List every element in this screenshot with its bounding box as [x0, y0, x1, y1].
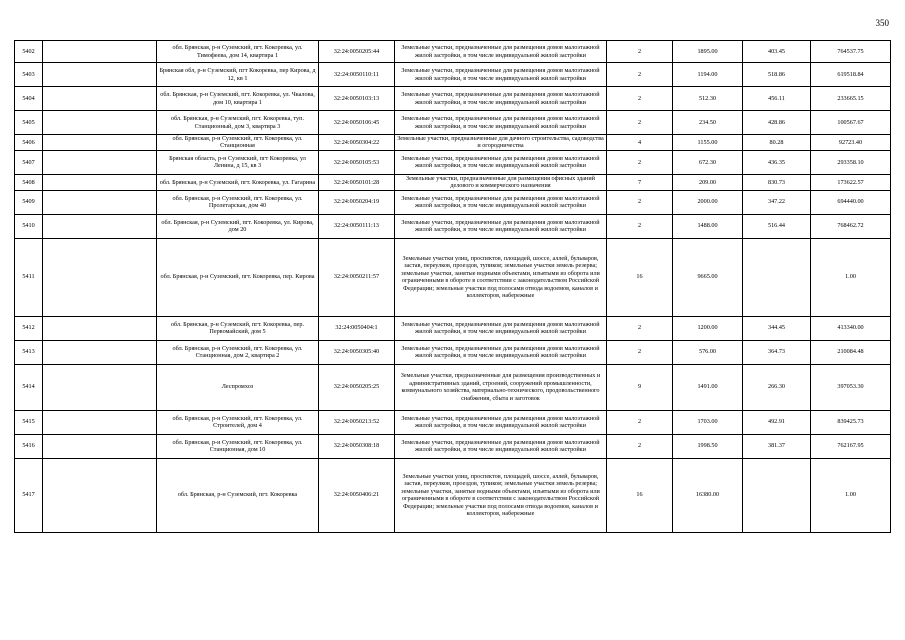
- address-cell: обл. Брянская, р-н Суземский, пгт. Кокоревка, пер. Первомайский, дом 5: [157, 316, 319, 340]
- cadastral-number-cell: 32:24:0050205:25: [319, 364, 395, 410]
- land-use-cell: Земельные участки, предназначенные для размещения домов малоэтажной жилой застройки, в том числе индивидуальной жилой застройки: [395, 41, 607, 63]
- table-row: [15, 174, 891, 190]
- row-number-cell: 5412: [15, 316, 43, 340]
- land-use-cell: Земельные участки, предназначенные для размещения домов малоэтажной жилой застройки, в том числе индивидуальной жилой застройки: [395, 111, 607, 135]
- cadastral-value-cell: 397053.30: [811, 364, 891, 410]
- specific-value-cell: 492.91: [743, 410, 811, 434]
- row-number-cell: 5409: [15, 190, 43, 214]
- table-row: [15, 214, 891, 238]
- table-row: [15, 410, 891, 434]
- cadastral-number-cell: 32:24:0050103:13: [319, 87, 395, 111]
- address-cell: обл. Брянская, р-н Суземский, пгт. Кокоревка, ул. Тимофеева, дом 14, квартира 1: [157, 41, 319, 63]
- area-cell: 1895.00: [673, 41, 743, 63]
- cadastral-value-cell: 839425.73: [811, 410, 891, 434]
- empty-cell: [43, 214, 157, 238]
- cadastral-value-cell: 764537.75: [811, 41, 891, 63]
- cadastral-number-cell: 32:24:0050308:18: [319, 434, 395, 458]
- land-use-cell: Земельные участки улиц, проспектов, площадей, шоссе, аллей, бульваров, застав, переулков, проездов, тупиков; земельные участки земель резерва; земельные участки, занятые водными объектами, изъятыми из оборота или ограниченными в обороте в соответствии с законодательством Российской Федерации; земельные участки под полосами отвода водоемов, каналов и коллекторов, набережные: [395, 458, 607, 532]
- area-cell: 1491.00: [673, 364, 743, 410]
- row-number-cell: 5416: [15, 434, 43, 458]
- row-number-cell: 5413: [15, 340, 43, 364]
- row-number-cell: 5406: [15, 135, 43, 151]
- land-use-cell: Земельные участки, предназначенные для размещения домов малоэтажной жилой застройки, в том числе индивидуальной жилой застройки: [395, 190, 607, 214]
- use-category-cell: 2: [607, 41, 673, 63]
- land-use-cell: Земельные участки улиц, проспектов, площадей, шоссе, аллей, бульваров, застав, переулков, проездов, тупиков; земельные участки земель резерва; земельные участки, занятые водными объектами, изъятыми из оборота или ограниченными в обороте в соответствии с законодательством Российской Федерации; земельные участки под полосами отвода водоемов, каналов и коллекторов, набережные: [395, 238, 607, 316]
- specific-value-cell: 347.22: [743, 190, 811, 214]
- cadastral-number-cell: 32:24:0050111:13: [319, 214, 395, 238]
- empty-cell: [43, 410, 157, 434]
- cadastral-value-cell: 92723.40: [811, 135, 891, 151]
- table-row: [15, 63, 891, 87]
- area-cell: 512.30: [673, 87, 743, 111]
- empty-cell: [43, 458, 157, 532]
- empty-cell: [43, 238, 157, 316]
- row-number-cell: 5414: [15, 364, 43, 410]
- area-cell: 1200.00: [673, 316, 743, 340]
- area-cell: 209.00: [673, 174, 743, 190]
- empty-cell: [43, 190, 157, 214]
- empty-cell: [43, 340, 157, 364]
- area-cell: 1703.00: [673, 410, 743, 434]
- land-use-cell: Земельные участки, предназначенные для размещения домов малоэтажной жилой застройки, в том числе индивидуальной жилой застройки: [395, 214, 607, 238]
- empty-cell: [43, 316, 157, 340]
- row-number-cell: 5403: [15, 63, 43, 87]
- specific-value-cell: 830.73: [743, 174, 811, 190]
- empty-cell: [43, 364, 157, 410]
- table-row: [15, 150, 891, 174]
- land-use-cell: Земельные участки, предназначенные для размещения домов малоэтажной жилой застройки, в том числе индивидуальной жилой застройки: [395, 434, 607, 458]
- empty-cell: [43, 111, 157, 135]
- land-use-cell: Земельные участки, предназначенные для размещения домов малоэтажной жилой застройки, в том числе индивидуальной жилой застройки: [395, 340, 607, 364]
- cadastral-value-cell: 233665.15: [811, 87, 891, 111]
- use-category-cell: 2: [607, 150, 673, 174]
- specific-value-cell: 516.44: [743, 214, 811, 238]
- use-category-cell: 2: [607, 434, 673, 458]
- table-body: [15, 41, 891, 533]
- cadastral-value-cell: 768462.72: [811, 214, 891, 238]
- row-number-cell: 5404: [15, 87, 43, 111]
- use-category-cell: 2: [607, 63, 673, 87]
- row-number-cell: 5408: [15, 174, 43, 190]
- cadastral-number-cell: 32:24:0050204:19: [319, 190, 395, 214]
- row-number-cell: 5417: [15, 458, 43, 532]
- cadastral-number-cell: 32:24:0050101:28: [319, 174, 395, 190]
- table-row: [15, 41, 891, 63]
- cadastral-value-cell: 619518.84: [811, 63, 891, 87]
- specific-value-cell: 456.11: [743, 87, 811, 111]
- area-cell: 672.30: [673, 150, 743, 174]
- specific-value-cell: 403.45: [743, 41, 811, 63]
- cadastral-value-cell: 293358.10: [811, 150, 891, 174]
- land-use-cell: Земельные участки, предназначенные для размещения домов малоэтажной жилой застройки, в том числе индивидуальной жилой застройки: [395, 316, 607, 340]
- land-use-cell: Земельные участки, предназначенные для дачного строительства, садоводства и огородничества: [395, 135, 607, 151]
- use-category-cell: 2: [607, 111, 673, 135]
- specific-value-cell: 364.73: [743, 340, 811, 364]
- cadastral-value-cell: 694440.00: [811, 190, 891, 214]
- cadastral-value-cell: 413340.00: [811, 316, 891, 340]
- cadastral-number-cell: 32:24:0050305:40: [319, 340, 395, 364]
- cadastral-number-cell: 32:24:0050304:22: [319, 135, 395, 151]
- table-row: [15, 316, 891, 340]
- area-cell: 1155.00: [673, 135, 743, 151]
- specific-value-cell: 381.37: [743, 434, 811, 458]
- address-cell: обл. Брянская, р-н Суземский, пгт. Кокоревка, ул. Строителей, дом 4: [157, 410, 319, 434]
- use-category-cell: 2: [607, 410, 673, 434]
- land-use-cell: Земельные участки, предназначенные для размещения домов малоэтажной жилой застройки, в том числе индивидуальной жилой застройки: [395, 63, 607, 87]
- empty-cell: [43, 41, 157, 63]
- cadastral-number-cell: 32:24:0050406:21: [319, 458, 395, 532]
- address-cell: обл. Брянская, р-н Суземский, пгт. Кокоревка, ул. Гагарина: [157, 174, 319, 190]
- row-number-cell: 5402: [15, 41, 43, 63]
- table-row: [15, 434, 891, 458]
- address-cell: Брянская обл, р-н Суземский, пгт Кокоревка, пер Кирова, д 12, кв 1: [157, 63, 319, 87]
- cadastral-number-cell: 32:24:0050106:45: [319, 111, 395, 135]
- use-category-cell: 4: [607, 135, 673, 151]
- cadastral-number-cell: 32:24:0050105:53: [319, 150, 395, 174]
- use-category-cell: 2: [607, 214, 673, 238]
- table-row: [15, 87, 891, 111]
- cadastral-value-cell: 210084.48: [811, 340, 891, 364]
- address-cell: обл. Брянская, р-н Суземский, пгт. Кокоревка, ул. Станционная, дом 10: [157, 434, 319, 458]
- land-use-cell: Земельные участки, предназначенные для размещения домов малоэтажной жилой застройки, в том числе индивидуальной жилой застройки: [395, 410, 607, 434]
- table-row: [15, 340, 891, 364]
- empty-cell: [43, 174, 157, 190]
- area-cell: 576.00: [673, 340, 743, 364]
- use-category-cell: 2: [607, 190, 673, 214]
- specific-value-cell: [743, 238, 811, 316]
- area-cell: 9665.00: [673, 238, 743, 316]
- cadastral-number-cell: 32:24:0050205:44: [319, 41, 395, 63]
- address-cell: Брянская область, р-н Суземский, пгт Кокоревка, ул Ленина, д 15, кв 3: [157, 150, 319, 174]
- use-category-cell: 2: [607, 87, 673, 111]
- specific-value-cell: 518.86: [743, 63, 811, 87]
- cadastral-number-cell: 32:24:0050110:11: [319, 63, 395, 87]
- use-category-cell: 2: [607, 340, 673, 364]
- row-number-cell: 5415: [15, 410, 43, 434]
- cadastral-number-cell: 32:24:0050211:57: [319, 238, 395, 316]
- address-cell: обл. Брянская, р-н Суземский, пгт. Кокоревка: [157, 458, 319, 532]
- specific-value-cell: 266.30: [743, 364, 811, 410]
- area-cell: 234.50: [673, 111, 743, 135]
- address-cell: обл. Брянская, р-н Суземский, пгт. Кокоревка, туп. Станционный, дом 3, квартира 3: [157, 111, 319, 135]
- land-use-cell: Земельные участки, предназначенные для размещения офисных зданий делового и коммерческого назначения: [395, 174, 607, 190]
- use-category-cell: 9: [607, 364, 673, 410]
- specific-value-cell: 428.86: [743, 111, 811, 135]
- address-cell: обл. Брянская, р-н Суземский, пгт. Кокоревка, ул. Станционная: [157, 135, 319, 151]
- use-category-cell: 2: [607, 316, 673, 340]
- address-cell: обл. Брянская, р-н Суземский, пгт. Кокоревка, ул. Станционная, дом 2, квартира 2: [157, 340, 319, 364]
- address-cell: обл. Брянская, р-н Суземский, пгт. Кокоревка, пер. Кирова: [157, 238, 319, 316]
- land-use-cell: Земельные участки, предназначенные для размещения домов малоэтажной жилой застройки, в том числе индивидуальной жилой застройки: [395, 150, 607, 174]
- cadastral-value-cell: 100567.67: [811, 111, 891, 135]
- address-cell: обл. Брянская, р-н Суземский, пгт. Кокоревка, ул. Чкалова, дом 10, квартира 1: [157, 87, 319, 111]
- cadastral-value-cell: 173622.57: [811, 174, 891, 190]
- page-number: 350: [875, 18, 889, 28]
- specific-value-cell: [743, 458, 811, 532]
- specific-value-cell: 344.45: [743, 316, 811, 340]
- table-row: [15, 364, 891, 410]
- cadastral-value-cell: 1.00: [811, 458, 891, 532]
- empty-cell: [43, 63, 157, 87]
- cadastral-number-cell: 32:24:0050213:52: [319, 410, 395, 434]
- table-row: [15, 190, 891, 214]
- row-number-cell: 5411: [15, 238, 43, 316]
- land-use-cell: Земельные участки, предназначенные для размещения производственных и административных зданий, строений, сооружений промышленности, коммунального хозяйства, материально-технического, продовольственного снабжения, сбыта и заготовок: [395, 364, 607, 410]
- area-cell: 2000.00: [673, 190, 743, 214]
- specific-value-cell: 436.35: [743, 150, 811, 174]
- area-cell: 1998.50: [673, 434, 743, 458]
- area-cell: 1194.00: [673, 63, 743, 87]
- row-number-cell: 5407: [15, 150, 43, 174]
- use-category-cell: 16: [607, 458, 673, 532]
- empty-cell: [43, 135, 157, 151]
- area-cell: 16380.00: [673, 458, 743, 532]
- cadastral-value-cell: 1.00: [811, 238, 891, 316]
- use-category-cell: 16: [607, 238, 673, 316]
- empty-cell: [43, 150, 157, 174]
- table-row: [15, 238, 891, 316]
- row-number-cell: 5410: [15, 214, 43, 238]
- land-cadastre-table: [14, 40, 891, 533]
- address-cell: обл. Брянская, р-н Суземский, пгт. Кокоревка, ул. Пролетарская, дом 40: [157, 190, 319, 214]
- area-cell: 1488.00: [673, 214, 743, 238]
- land-use-cell: Земельные участки, предназначенные для размещения домов малоэтажной жилой застройки, в том числе индивидуальной жилой застройки: [395, 87, 607, 111]
- use-category-cell: 7: [607, 174, 673, 190]
- table-row: [15, 135, 891, 151]
- empty-cell: [43, 434, 157, 458]
- row-number-cell: 5405: [15, 111, 43, 135]
- address-cell: обл. Брянская, р-н Суземский, пгт. Кокоревка, ул. Кирова, дом 20: [157, 214, 319, 238]
- empty-cell: [43, 87, 157, 111]
- table-row: [15, 111, 891, 135]
- cadastral-number-cell: 32:24:0050404:1: [319, 316, 395, 340]
- cadastral-value-cell: 762167.95: [811, 434, 891, 458]
- address-cell: Леспромхоз: [157, 364, 319, 410]
- specific-value-cell: 80.28: [743, 135, 811, 151]
- table-row: [15, 458, 891, 532]
